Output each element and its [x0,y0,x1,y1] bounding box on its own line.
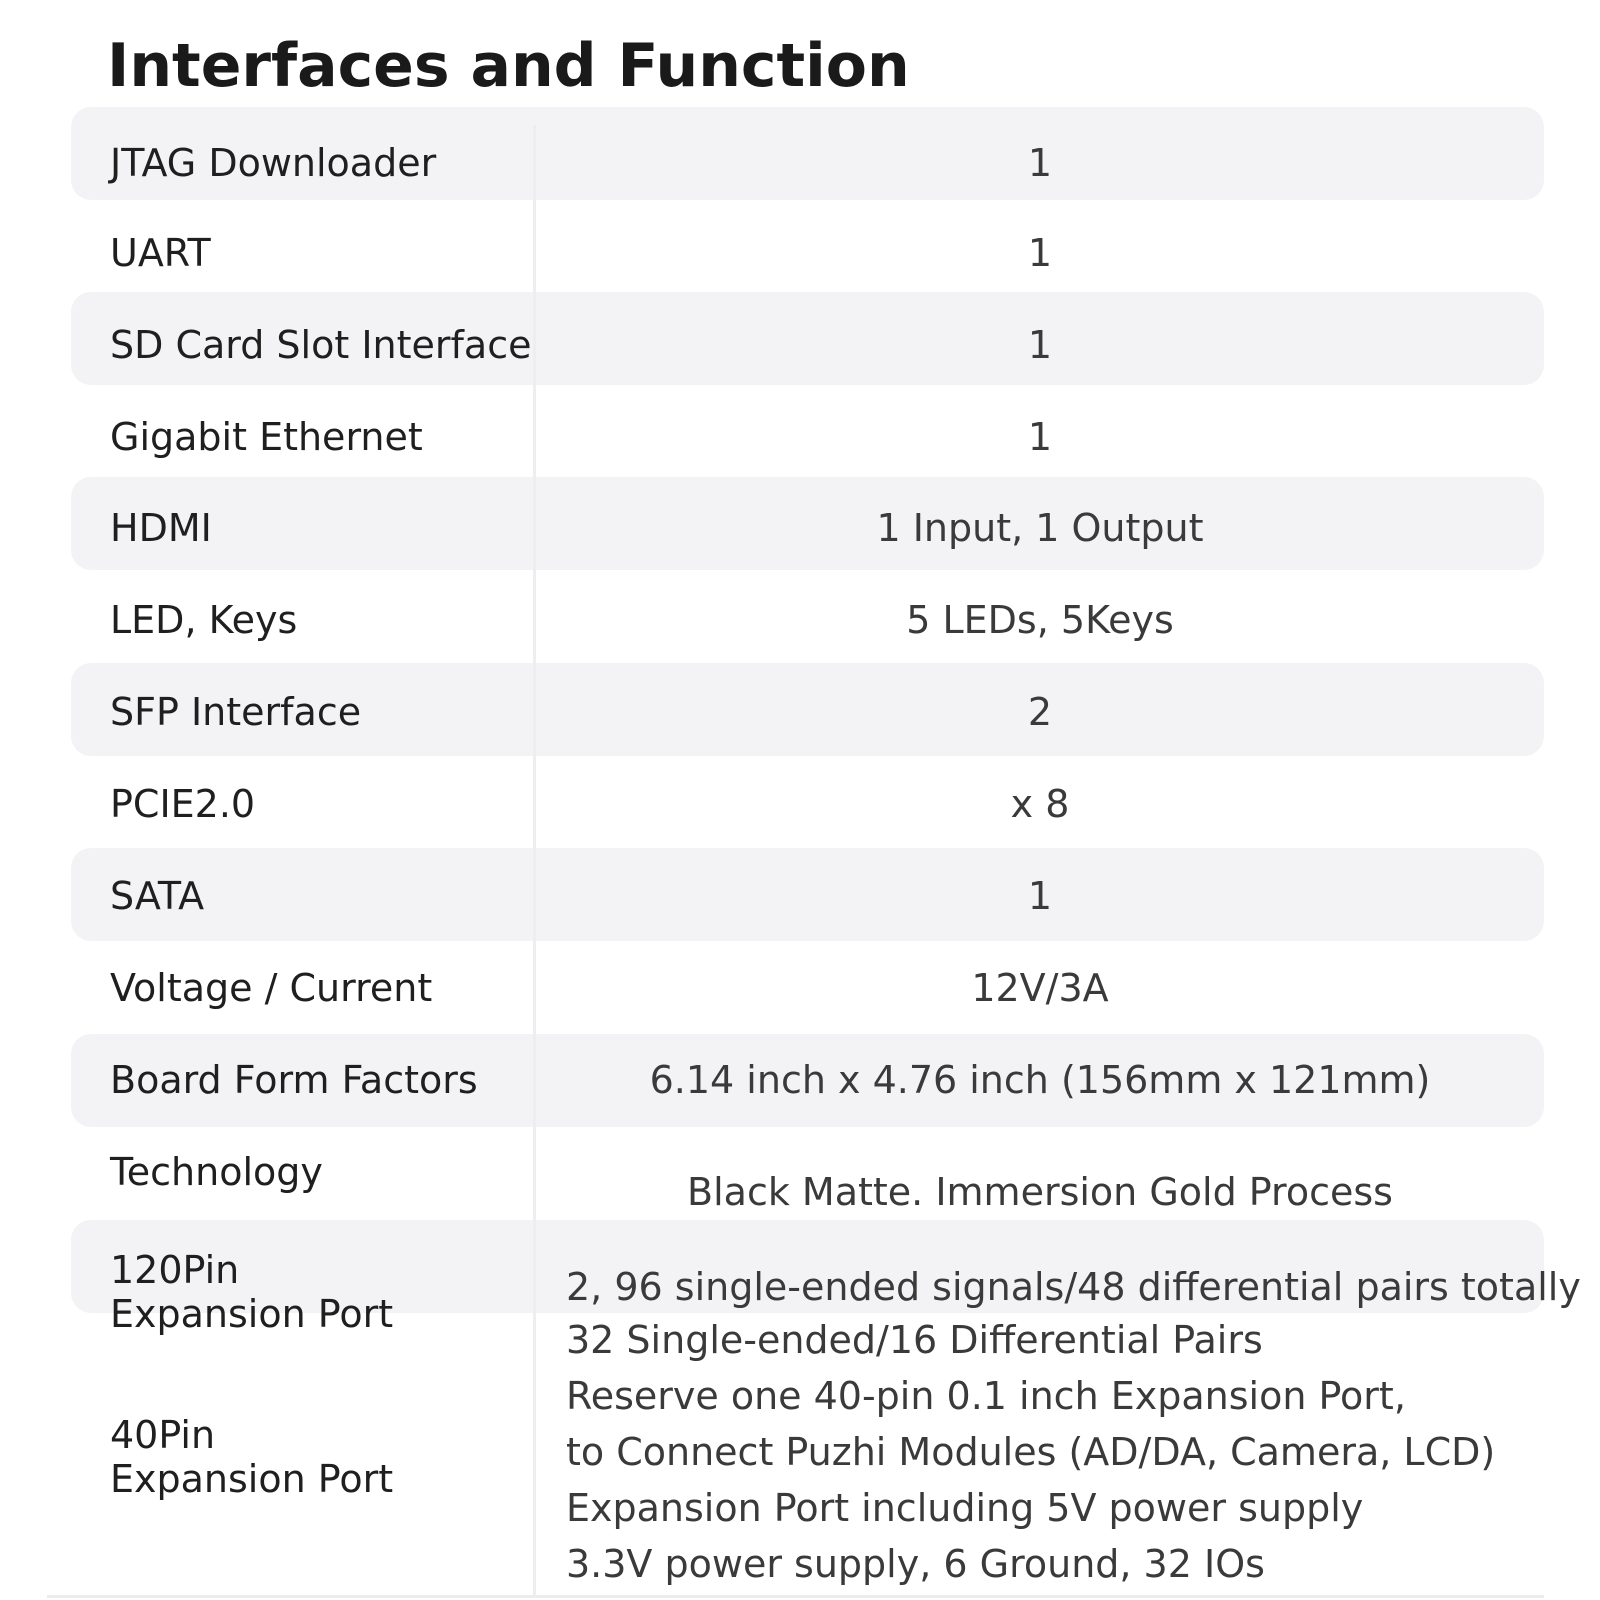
row-value: 1 [1027,323,1053,367]
expansion-120-value: 2, 96 single-ended signals/48 differential pairs totally [566,1265,1581,1309]
table-row [0,850,1600,942]
page-title: Interfaces and Function [107,31,910,101]
bottom-rule [47,1595,1544,1598]
expansion-40-line: Expansion Port including 5V power supply [566,1486,1364,1530]
row-value: 12V/3A [971,966,1109,1010]
row-label: Voltage / Current [110,966,433,1010]
row-label: PCIE2.0 [110,782,256,826]
row-label: HDMI [110,506,212,550]
row-value: 1 [1027,415,1053,459]
expansion-40-line: 32 Single-ended/16 Differential Pairs [566,1318,1263,1362]
table-row [0,482,1600,574]
row-value: Black Matte. Immersion Gold Process [687,1170,1393,1214]
row-label: Gigabit Ethernet [110,415,423,459]
table-row [0,574,1600,666]
row-label: UART [110,231,211,275]
expansion-40-line: 3.3V power supply, 6 Ground, 32 IOs [566,1542,1265,1586]
row-value: 1 [1027,141,1053,185]
row-label: Technology [110,1150,323,1194]
row-label: JTAG Downloader [110,141,437,185]
table-row [0,1034,1600,1126]
row-label: SATA [110,874,205,918]
row-value: 1 [1027,874,1053,918]
table-row [0,207,1600,299]
row-value: 1 Input, 1 Output [876,506,1204,550]
table-row [0,758,1600,850]
table-row [0,1126,1600,1218]
expansion-40-line: to Connect Puzhi Modules (AD/DA, Camera, LCD) [566,1430,1496,1474]
row-value: 6.14 inch x 4.76 inch (156mm x 121mm) [649,1058,1431,1102]
row-value: 5 LEDs, 5Keys [906,598,1174,642]
expansion-120-label-line1: 120Pin [110,1248,240,1292]
row-label: SFP Interface [110,690,362,734]
table-row [0,391,1600,483]
expansion-40-line: Reserve one 40-pin 0.1 inch Expansion Port, [566,1374,1406,1418]
expansion-40-label-line1: 40Pin [110,1413,216,1457]
table-row [0,117,1600,209]
table-row [0,942,1600,1034]
row-value: 1 [1027,231,1053,275]
row-value: 2 [1027,690,1053,734]
row-label: SD Card Slot Interface [110,323,532,367]
expansion-120-label-line2: Expansion Port [110,1292,394,1336]
row-label: Board Form Factors [110,1058,478,1102]
row-label: LED, Keys [110,598,298,642]
expansion-40-label-line2: Expansion Port [110,1457,394,1501]
table-row [0,299,1600,391]
table-row [0,666,1600,758]
row-value: x 8 [1010,782,1070,826]
